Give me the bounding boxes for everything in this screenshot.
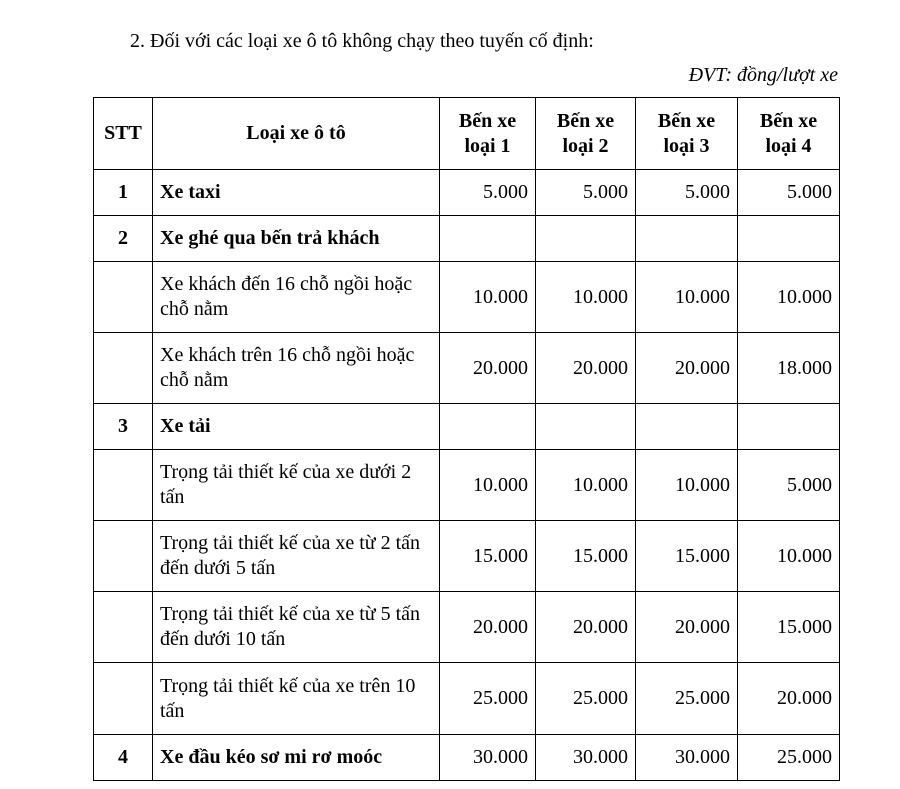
- row-stt: 4: [94, 735, 153, 781]
- row-value-2: 25.000: [536, 663, 636, 735]
- row-value-1: 15.000: [440, 521, 536, 592]
- row-value-4: [738, 216, 840, 262]
- table-header-row: [94, 98, 840, 170]
- row-value-3: 20.000: [636, 592, 738, 663]
- row-stt: 2: [94, 216, 153, 262]
- row-value-1: 20.000: [440, 333, 536, 404]
- table-row: [94, 521, 840, 592]
- table-row: [94, 333, 840, 404]
- row-vehicle-name: Xe khách trên 16 chỗ ngồi hoặc chỗ nằm: [153, 333, 440, 404]
- row-vehicle-name: Xe khách đến 16 chỗ ngồi hoặc chỗ nằm: [153, 262, 440, 333]
- row-value-3: 10.000: [636, 262, 738, 333]
- row-value-2: 30.000: [536, 735, 636, 781]
- row-value-1: 10.000: [440, 450, 536, 521]
- row-value-1: 30.000: [440, 735, 536, 781]
- table-row: [94, 735, 840, 781]
- header-stt: STT: [94, 98, 153, 170]
- unit-note: ĐVT: đồng/lượt xe: [688, 64, 838, 86]
- row-value-3: 5.000: [636, 170, 738, 216]
- row-stt: [94, 521, 153, 592]
- table-row: [94, 170, 840, 216]
- row-stt: [94, 262, 153, 333]
- header-vehicle-type: Loại xe ô tô: [153, 98, 440, 170]
- row-vehicle-name: Xe tải: [153, 404, 440, 450]
- row-value-3: 15.000: [636, 521, 738, 592]
- row-value-2: 5.000: [536, 170, 636, 216]
- table-row: [94, 450, 840, 521]
- header-station-type-1: Bến xe loại 1: [440, 98, 536, 170]
- row-value-4: 5.000: [738, 450, 840, 521]
- row-value-2: 15.000: [536, 521, 636, 592]
- row-vehicle-name: Trọng tải thiết kế của xe trên 10 tấn: [153, 663, 440, 735]
- row-value-4: 25.000: [738, 735, 840, 781]
- row-vehicle-name: Xe taxi: [153, 170, 440, 216]
- row-value-4: 20.000: [738, 663, 840, 735]
- row-value-2: 20.000: [536, 333, 636, 404]
- header-station-type-4: Bến xe loại 4: [738, 98, 840, 170]
- table-row: [94, 663, 840, 735]
- row-value-1: 20.000: [440, 592, 536, 663]
- section-heading: 2. Đối với các loại xe ô tô không chạy theo tuyến cố định:: [130, 30, 594, 52]
- row-stt: [94, 592, 153, 663]
- row-value-1: 5.000: [440, 170, 536, 216]
- row-vehicle-name: Trọng tải thiết kế của xe dưới 2 tấn: [153, 450, 440, 521]
- row-value-2: [536, 216, 636, 262]
- header-station-type-2: Bến xe loại 2: [536, 98, 636, 170]
- row-value-4: 10.000: [738, 521, 840, 592]
- row-value-4: 18.000: [738, 333, 840, 404]
- row-value-2: [536, 404, 636, 450]
- row-stt: [94, 663, 153, 735]
- table-row: [94, 216, 840, 262]
- row-value-1: 25.000: [440, 663, 536, 735]
- header-station-type-3: Bến xe loại 3: [636, 98, 738, 170]
- row-vehicle-name: Xe ghé qua bến trả khách: [153, 216, 440, 262]
- table-row: [94, 404, 840, 450]
- row-value-3: 20.000: [636, 333, 738, 404]
- row-value-3: 10.000: [636, 450, 738, 521]
- row-vehicle-name: Xe đầu kéo sơ mi rơ moóc: [153, 735, 440, 781]
- table-row: [94, 262, 840, 333]
- row-value-3: [636, 404, 738, 450]
- row-value-1: [440, 404, 536, 450]
- row-value-4: 15.000: [738, 592, 840, 663]
- row-stt: [94, 450, 153, 521]
- row-value-3: [636, 216, 738, 262]
- row-value-2: 10.000: [536, 262, 636, 333]
- row-vehicle-name: Trọng tải thiết kế của xe từ 2 tấn đến dưới 5 tấn: [153, 521, 440, 592]
- row-value-3: 25.000: [636, 663, 738, 735]
- fee-table: [93, 97, 840, 781]
- row-stt: 1: [94, 170, 153, 216]
- row-stt: 3: [94, 404, 153, 450]
- table-row: [94, 592, 840, 663]
- row-value-4: 10.000: [738, 262, 840, 333]
- row-stt: [94, 333, 153, 404]
- row-vehicle-name: Trọng tải thiết kế của xe từ 5 tấn đến dưới 10 tấn: [153, 592, 440, 663]
- row-value-4: 5.000: [738, 170, 840, 216]
- row-value-4: [738, 404, 840, 450]
- row-value-1: [440, 216, 536, 262]
- row-value-1: 10.000: [440, 262, 536, 333]
- row-value-2: 20.000: [536, 592, 636, 663]
- row-value-3: 30.000: [636, 735, 738, 781]
- row-value-2: 10.000: [536, 450, 636, 521]
